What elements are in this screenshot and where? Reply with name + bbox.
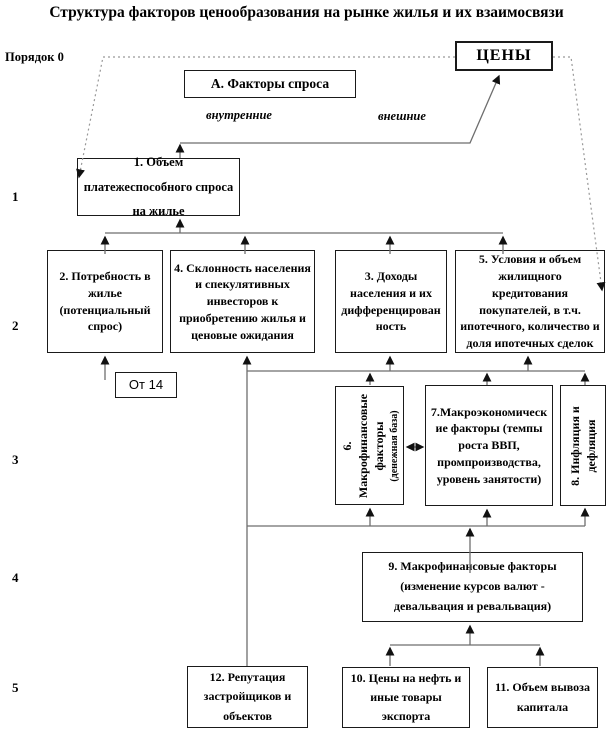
box-4-buying-propensity: 4. Склонность населения и спекулятивных инвесторов к приобретению жилья и ценовые ожидания	[170, 250, 315, 353]
level-label-4: 4	[12, 570, 19, 585]
prices-box: ЦЕНЫ	[455, 41, 553, 71]
internal-factors-label: внутренние	[206, 108, 272, 122]
level-label-3: 3	[12, 452, 19, 467]
level-label-1: 1	[12, 189, 19, 204]
box-12-developer-reputation: 12. Репутация застройщиков и объектов	[187, 666, 308, 728]
box-11-capital-outflow: 11. Объем вывоза капитала	[487, 667, 598, 728]
level-label-2: 2	[12, 318, 19, 333]
level-label-5: 5	[12, 680, 19, 695]
box-8-label: 8. Инфляция и дефляция	[567, 405, 598, 486]
box-2-housing-need: 2. Потребность в жилье (потенциальный спрос)	[47, 250, 163, 353]
box-1-solvent-demand: 1. Объем платежеспособного спроса на жилье	[77, 158, 240, 216]
box-7-macroeconomic-factors: 7.Макроэкономические факторы (темпы роста ВВП, промпроизводства, уровень занятости)	[425, 385, 553, 506]
box-6-macrofinancial-monetary	[335, 386, 404, 505]
external-factors-label: внешние	[378, 109, 426, 123]
box-6-label: 6. Макрофинансовые факторы	[339, 393, 386, 498]
box-9-macrofinancial-currency: 9. Макрофинансовые факторы (изменение курсов валют - девальвация и ревальвация)	[362, 552, 583, 622]
demand-factors-box: А. Факторы спроса	[184, 70, 356, 98]
box-3-population-incomes: 3. Доходы населения и их дифференцированность	[335, 250, 447, 353]
from-14-reference-box: От 14	[115, 372, 177, 398]
box-8-inflation-deflation	[560, 385, 606, 506]
box-5-credit-conditions: 5. Условия и объем жилищного кредитования покупателей, в т.ч. ипотечного, количество и доля ипотечных сделок	[455, 250, 605, 353]
box-10-oil-export-prices: 10. Цены на нефть и иные товары экспорта	[342, 667, 470, 728]
diagram-title: Структура факторов ценообразования на рынке жилья и их взаимосвязи	[49, 4, 564, 21]
box-6-sublabel: (денежная база)	[388, 409, 400, 482]
order-zero-label: Порядок 0	[5, 50, 64, 64]
